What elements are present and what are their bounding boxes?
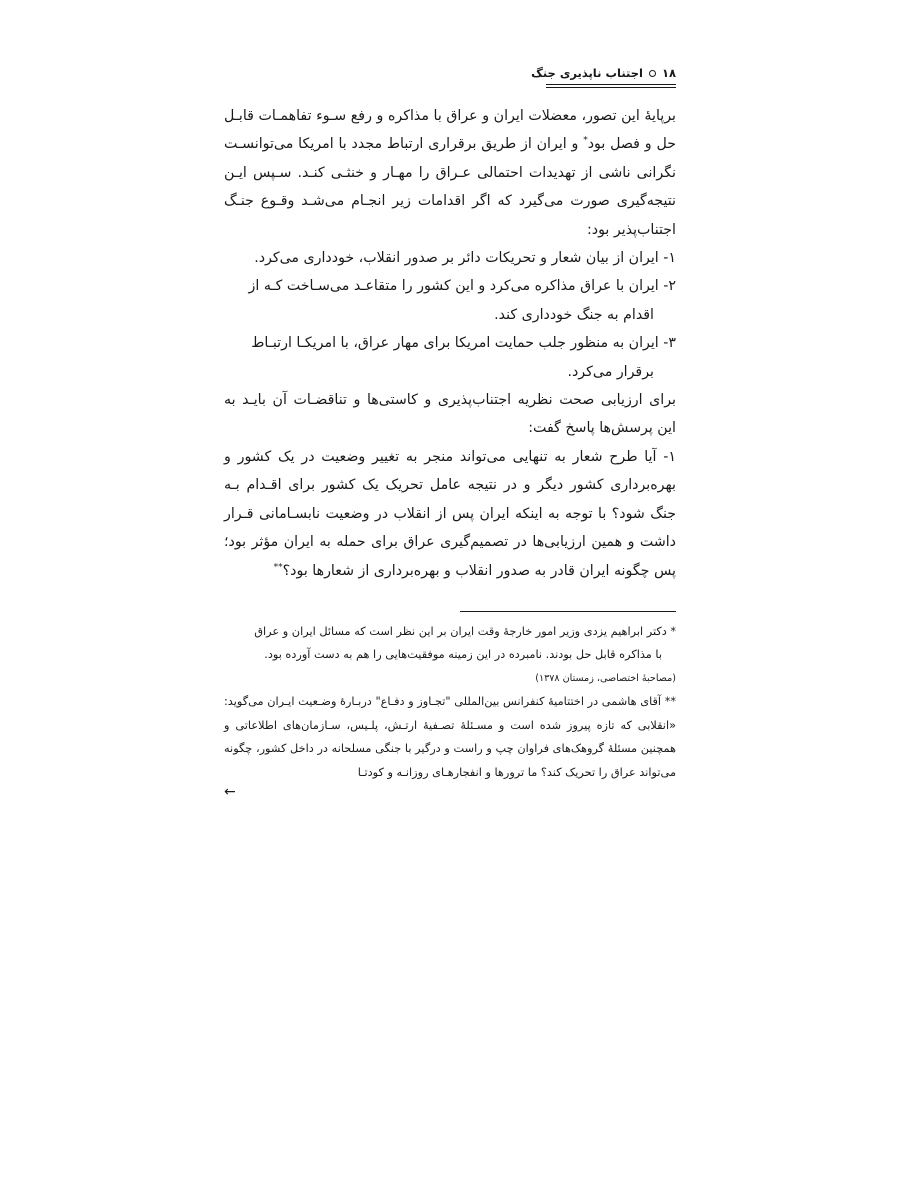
- header-double-rule: [546, 84, 676, 88]
- list-item-3-continuation: برقرار می‌کرد.: [567, 363, 654, 380]
- list-item-1: ۱- ایران از بیان شعار و تحریکات دائر بر صدور انقلاب، خودداری می‌کرد.: [254, 250, 676, 267]
- running-head: [224, 62, 676, 84]
- footnote-rule: [460, 611, 676, 612]
- footnote-1-line-1: * دکتر ابراهیم یزدی وزیر امور خارجهٔ وقت ایران بر این نظر است که مسائل ایران و عراق: [254, 624, 676, 638]
- paragraph-intro: [224, 102, 676, 244]
- separator-circle-icon: [649, 70, 656, 77]
- paragraph-evaluation: برای ارزیابی صحت نظریه اجتناب‌پذیری و کاستی‌ها و تناقضـات آن بایـد به این پرسش‌ها پاسخ گفت:: [224, 392, 676, 437]
- footnote-marker-1: *: [583, 135, 588, 146]
- question-1-text: ۱- آیا طرح شعار به تنهایی می‌تواند منجر به تغییر وضعیت در یک کشور و بهره‌برداری کشور دیگر و در نتیجه عامل تحریک یک کشور برای اقـدام بـه جنگ شود؟ با توجه به اینکه ایران پس از انقلاب در وضعیت نابسـامانی قـرار داشت و همین ارزیابی‌ها در تصمیم‌گیری عراق برای حمله به ایران مؤثر بود؛ پس چگونه ایران قادر به صدور انقلاب و بهره‌برداری از شعارها بود؟: [224, 448, 676, 579]
- footnote-1-line-2: با مذاکره قابل حل بودند. نامبرده در این زمینه موفقیت‌هایی را هم به دست آورده بود.: [264, 648, 662, 662]
- paragraph-intro-rest: و ایران از طریق برقراری ارتباط مجدد با امریکا می‌توانسـت نگرانی ناشی از تهدیدات احتمالی عـراق را مهـار و خنثـی کنـد. سـپس ایـن نتیجه‌گیری صورت می‌گیرد که اگر اقدامات زیر انجـام می‌شـد وقـوع جنـگ اجتناب‌پذیر بود:: [224, 136, 676, 238]
- continue-arrow-icon: ←: [224, 784, 236, 801]
- footnote-2: ** آقای هاشمی در اختتامیهٔ کنفرانس بین‌المللی "تجـاوز و دفـاع" دربـارهٔ وضـعیت ایـران می‌گوید: «انقلابی که تازه پیروز شده است و مسـئلهٔ تصـفیهٔ ارتـش، پلـیس، سـازمان‌های اطلاعاتی و همچنین مسئلهٔ گروهک‌های فراوان چپ و راست و درگیر با جنگی مسلحانه در داخل کشور، چگونه می‌تواند عراق را تحریک کند؟ ما ترورها و انفجارهـای روزانـه و کودتـا: [224, 695, 676, 779]
- question-1: [224, 443, 676, 585]
- page-number: ۱۸: [661, 66, 676, 80]
- book-title: اجتناب ناپذیری جنگ: [531, 66, 643, 80]
- list-item-2-continuation: اقدام به جنگ خودداری کند.: [494, 306, 654, 323]
- list-item-2: ۲- ایران با عراق مذاکره می‌کرد و این کشور را متقاعـد می‌سـاخت کـه از: [248, 278, 676, 295]
- book-page: [224, 62, 676, 800]
- main-text: [224, 102, 676, 585]
- footnotes: [224, 620, 676, 801]
- list-item-3: ۳- ایران به منظور جلب حمایت امریکا برای مهار عراق، با امریکـا ارتبـاط: [251, 335, 676, 352]
- footnote-1-source: (مصاحبهٔ اختصاصی، زمستان ۱۳۷۸): [535, 672, 676, 684]
- footnote-marker-2: **: [273, 561, 283, 572]
- paragraph-intro-text: برپایهٔ این تصور، معضلات ایران و عراق با مذاکره و رفع سـوء تفاهمـات قابـل حل و فصل بود: [224, 108, 676, 153]
